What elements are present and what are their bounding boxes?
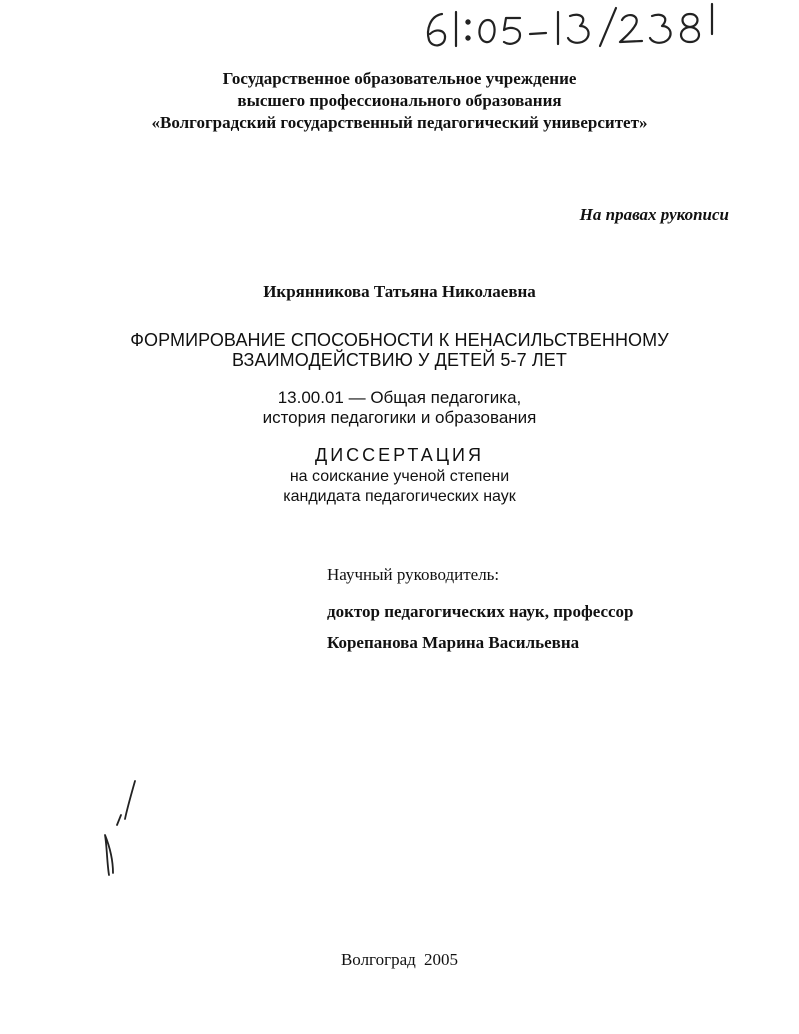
footer-city: Волгоград <box>340 950 416 969</box>
degree-sought <box>0 467 799 507</box>
footer-year: 2005 <box>424 950 459 969</box>
supervisor-degree: доктор педагогических наук, профессор <box>327 602 634 621</box>
institution-line-1: Государственное образовательное учреждение <box>222 69 577 88</box>
author-name: Икрянникова Татьяна Николаевна <box>263 282 536 301</box>
institution-header <box>0 68 799 134</box>
specialty-line-2: история педагогики и образования <box>262 408 537 427</box>
institution-line-2: высшего профессионального образования <box>237 91 562 110</box>
institution-line-3: «Волгоградский государственный педагогический университет» <box>151 113 648 132</box>
supervisor-label: Научный руководитель: <box>327 565 500 584</box>
title-line-2: ВЗАИМОДЕЙСТВИЮ У ДЕТЕЙ 5-7 ЛЕТ <box>232 350 567 370</box>
specialty-code <box>0 388 799 428</box>
degree-line-2: кандидата педагогических наук <box>283 488 516 505</box>
footer-city-year <box>0 950 799 970</box>
handwritten-archive-number-strokes <box>420 0 730 50</box>
supervisor-name: Корепанова Марина Васильевна <box>327 633 580 652</box>
specialty-line-1: 13.00.01 — Общая педагогика, <box>277 388 522 407</box>
handwritten-archive-number <box>420 0 730 50</box>
dissertation-title <box>0 330 799 370</box>
degree-line-1: на соискание ученой степени <box>289 468 510 485</box>
work-type: ДИССЕРТАЦИЯ <box>315 445 484 465</box>
handwritten-margin-mark <box>95 775 145 885</box>
manuscript-rights-note: На правах рукописи <box>579 205 729 224</box>
title-line-1: ФОРМИРОВАНИЕ СПОСОБНОСТИ К НЕНАСИЛЬСТВЕННОМУ <box>130 330 669 350</box>
